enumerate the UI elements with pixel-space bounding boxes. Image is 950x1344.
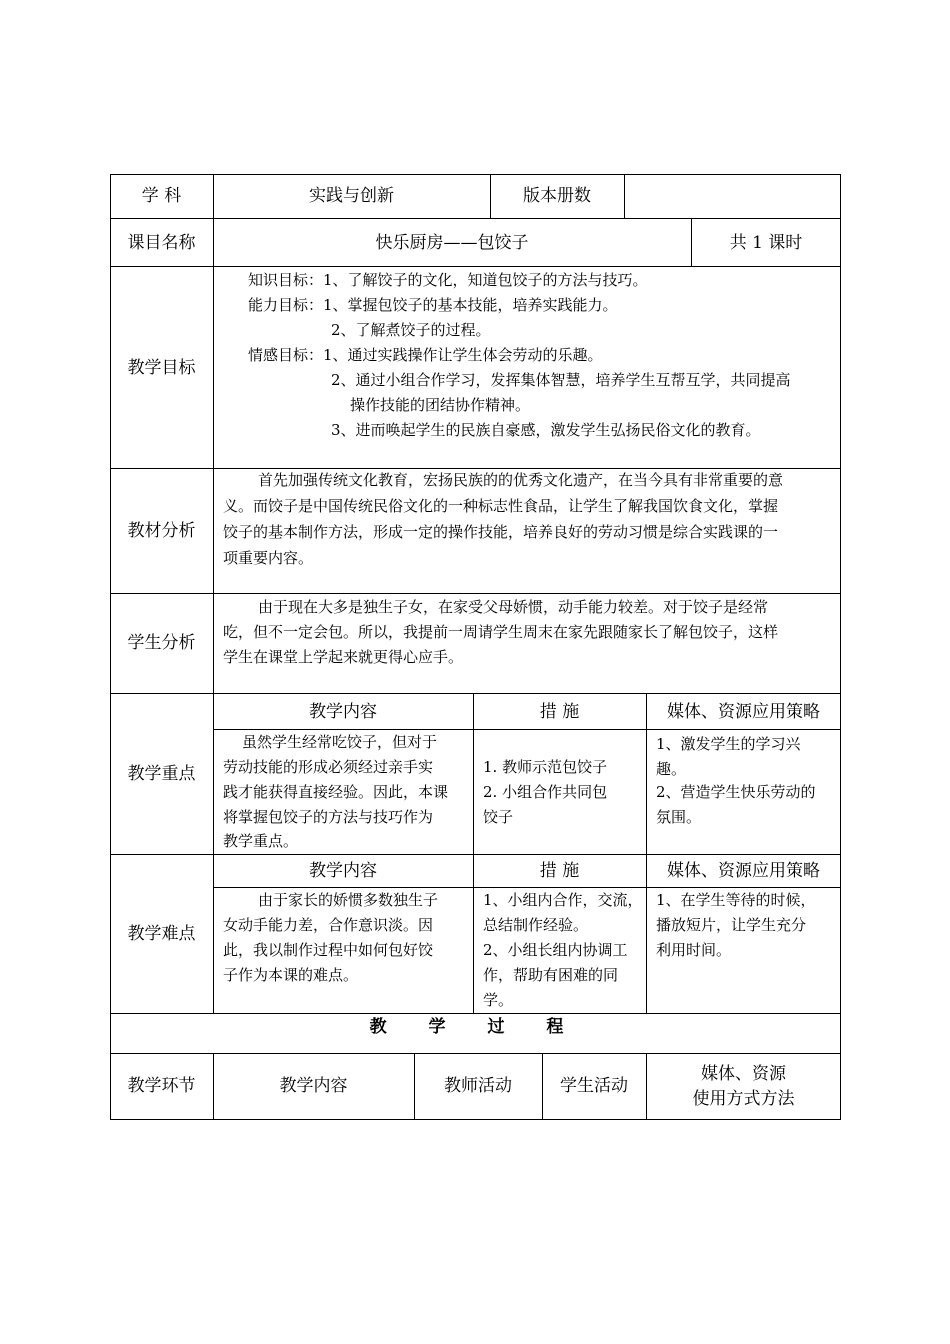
- process-col-media: 媒体、资源: [701, 1064, 786, 1084]
- key-media-line: 氛围。: [656, 808, 702, 826]
- row-divider: [110, 1013, 841, 1014]
- key-content-line: 劳动技能的形成必须经过亲手实: [223, 758, 434, 776]
- student-line: 学生在课堂上学起来就更得心应手。: [223, 648, 464, 666]
- diff-media-line: 利用时间。: [656, 941, 732, 959]
- key-media-line: 2、营造学生快乐劳动的: [656, 783, 816, 801]
- diff-measure-line: 1、小组内合作，交流，: [483, 891, 643, 909]
- goal-line: 能力目标：1、掌握包饺子的基本技能，培养实践能力。: [248, 296, 618, 314]
- process-col-stage: 教学环节: [127, 1076, 196, 1096]
- goal-line: 2、通过小组合作学习，发挥集体智慧，培养学生互帮互学，共同提高: [331, 371, 791, 389]
- diff-content-line: 女动手能力差，合作意识淡。因: [223, 916, 434, 934]
- process-col-teacher: 教师活动: [444, 1076, 512, 1096]
- diff-measure-line: 作，帮助有困难的同: [483, 966, 619, 984]
- key-content-line: 虽然学生经常吃饺子，但对于: [242, 733, 438, 751]
- material-label: 教材分析: [127, 521, 196, 541]
- row-divider: [110, 218, 841, 219]
- diff-col-media: 媒体、资源应用策略: [667, 861, 820, 881]
- student-line: 由于现在大多是独生子女，在家受父母娇惯，动手能力较差。对于饺子是经常: [258, 598, 769, 616]
- diff-media-line: 1、在学生等待的时候，: [656, 891, 816, 909]
- difficulty-label: 教学难点: [127, 924, 196, 944]
- process-col-content: 教学内容: [279, 1076, 348, 1096]
- key-point-label: 教学重点: [127, 764, 196, 784]
- student-line: 吃，但不一定会包。所以，我提前一周请学生周末在家先跟随家长了解包饺子，这样: [223, 623, 779, 641]
- row-divider: [110, 693, 841, 694]
- column-divider: [213, 174, 214, 1013]
- material-line: 饺子的基本制作方法，形成一定的操作技能，培养良好的劳动习惯是综合实践课的一: [223, 523, 779, 541]
- key-measure-line: 饺子: [483, 808, 514, 826]
- subject-value: 实践与创新: [309, 186, 394, 206]
- key-measure-line: 2. 小组合作共同包: [483, 783, 608, 801]
- material-line: 义。而饺子是中国传统民俗文化的一种标志性食品，让学生了解我国饮食文化，掌握: [223, 497, 779, 515]
- goal-line: 知识目标：1、了解饺子的文化，知道包饺子的方法与技巧。: [248, 271, 648, 289]
- subject-label: 学 科: [141, 186, 182, 206]
- diff-measure-line: 2、小组长组内协调工: [483, 941, 628, 959]
- goal-line: 操作技能的团结协作精神。: [350, 396, 531, 414]
- diff-content-line: 由于家长的娇惯多数独生子: [258, 891, 439, 909]
- edition-label: 版本册数: [523, 186, 591, 206]
- diff-media-line: 播放短片，让学生充分: [656, 916, 807, 934]
- course-label: 课目名称: [127, 233, 196, 253]
- row-divider: [110, 1053, 841, 1054]
- diff-content-line: 子作为本课的难点。: [223, 966, 359, 984]
- diff-content-line: 此，我以制作过程中如何包好饺: [223, 941, 434, 959]
- key-media-line: 1、激发学生的学习兴: [656, 735, 801, 753]
- process-title: 教 学 过 程: [369, 1017, 582, 1037]
- diff-col-content: 教学内容: [309, 861, 377, 881]
- column-divider: [646, 693, 647, 1013]
- course-title: 快乐厨房——包饺子: [375, 233, 529, 253]
- diff-measure-line: 总结制作经验。: [483, 916, 589, 934]
- goals-label: 教学目标: [127, 358, 196, 378]
- diff-col-measures: 措 施: [539, 861, 580, 881]
- diff-measure-line: 学。: [483, 991, 514, 1009]
- goal-line: 2、了解煮饺子的过程。: [331, 321, 491, 339]
- column-divider: [473, 693, 474, 1013]
- row-divider: [110, 593, 841, 594]
- key-content-line: 教学重点。: [223, 832, 299, 850]
- key-col-media: 媒体、资源应用策略: [667, 702, 820, 722]
- key-measure-line: 1. 教师示范包饺子: [483, 758, 608, 776]
- process-col-student: 学生活动: [560, 1076, 628, 1096]
- row-divider: [110, 266, 841, 267]
- key-content-line: 践才能获得直接经验。因此，本课: [223, 783, 449, 801]
- key-content-line: 将掌握包饺子的方法与技巧作为: [223, 808, 434, 826]
- key-col-content: 教学内容: [309, 702, 377, 722]
- key-col-measures: 措 施: [539, 702, 580, 722]
- material-line: 项重要内容。: [223, 549, 314, 567]
- student-label: 学生分析: [127, 633, 196, 653]
- course-hours: 共 1 课时: [729, 233, 803, 253]
- column-divider: [624, 174, 625, 218]
- row-divider: [110, 854, 841, 855]
- material-line: 首先加强传统文化教育，宏扬民族的的优秀文化遗产，在当今具有非常重要的意: [258, 471, 784, 489]
- key-media-line: 趣。: [656, 760, 687, 778]
- goal-line: 3、进而唤起学生的民族自豪感，激发学生弘扬民俗文化的教育。: [331, 421, 761, 439]
- goal-line: 情感目标：1、通过实践操作让学生体会劳动的乐趣。: [248, 346, 603, 364]
- process-col-media-2: 使用方式方法: [692, 1089, 795, 1109]
